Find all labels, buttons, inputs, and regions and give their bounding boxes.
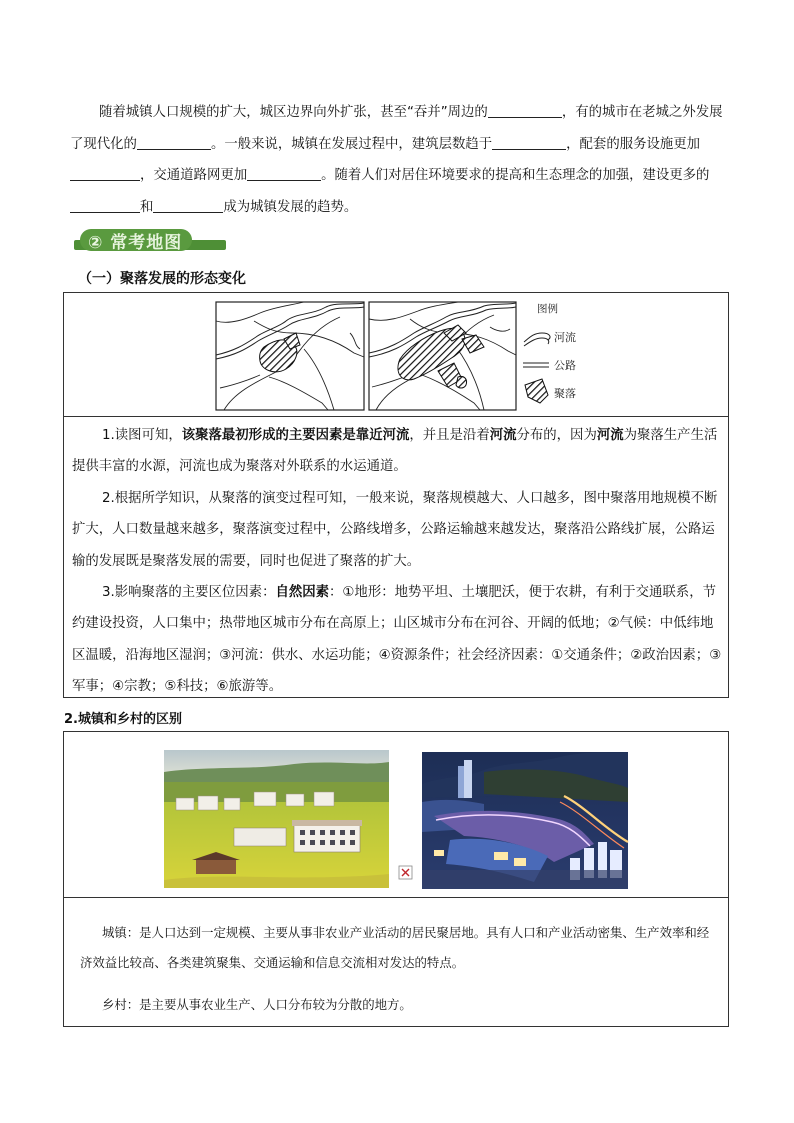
intro-text-4: ，配套的服务设施更加 [566, 136, 701, 152]
banner-title: ② 常考地图 [88, 233, 183, 253]
village-photo [164, 750, 389, 888]
explain-paragraph-1 [72, 420, 722, 483]
explain-p1-e: 分布的，因为 [516, 428, 597, 443]
intro-text-7: 和 [140, 199, 154, 215]
explain-p3-c: ：①地形：地势平坦、土壤肥沃，便于农耕，有利于交通联系，节约建设投资，人口集中；热带地区城市分布在高原上；山区城市分布在河谷、开阔的低地；②气候：中低纬地区温暖，沿海地区湿润；③河流：供水、水运功能；④资源条件；社会经济因素：①交通条件；②政治因素；③军事；④宗教；⑤科技；⑥旅游等。 [72, 585, 722, 695]
section2-title: 2.城镇和乡村的区别 [64, 712, 182, 727]
comparison-photos [64, 732, 730, 897]
map-later [369, 302, 516, 410]
intro-text-8: 成为城镇发展的趋势。 [223, 199, 358, 215]
explain-paragraph-3 [72, 577, 722, 703]
blank-2[interactable] [137, 133, 211, 150]
box2-divider [64, 897, 728, 898]
box1-divider [64, 416, 728, 417]
blank-4[interactable] [70, 164, 140, 181]
town-village-box [63, 731, 729, 1027]
intro-text-2: ，有的城市在老城之外发展了现代化的 [70, 105, 723, 152]
legend-road-label: 公路 [554, 359, 576, 372]
intro-text-3: 。一般来说，城镇在发展过程中，建筑层数趋于 [210, 136, 493, 152]
intro-text-6: 。随着人们对居住环境要求的提高和生态理念的加强，建设更多的 [321, 168, 710, 183]
section-banner [74, 229, 226, 251]
blank-6[interactable] [70, 196, 140, 213]
village-definition: 乡村：是主要从事农业生产、人口分布较为分散的地方。 [102, 997, 412, 1012]
map-early [216, 302, 364, 410]
settlement-evolution-box [63, 292, 729, 698]
blank-5[interactable] [247, 164, 321, 181]
explain-p1-b: 该聚落最初形成的主要因素是靠近河流 [181, 428, 410, 443]
map-legend [523, 302, 576, 403]
explanation-text [72, 420, 722, 703]
explain-paragraph-2: 2.根据所学知识，从聚落的演变过程可知，一般来说，聚落规模越大、人口越多，图中聚落用地规模不断扩大，人口数量越来越多，聚落演变过程中，公路线增多，公路运输越来越发达，聚落沿公路线扩展，公路运输的发展既是聚落发展的需要，同时也促进了聚落的扩大。 [72, 490, 718, 569]
blank-3[interactable] [492, 133, 566, 150]
comparison-text [80, 918, 720, 1020]
explain-p1-c: ，并且是沿着 [409, 428, 490, 443]
broken-image-icon [399, 866, 412, 879]
intro-text-1: 随着城镇人口规模的扩大，城区边界向外扩张，甚至“吞并”周边的 [99, 105, 488, 120]
explain-p1-f: 河流 [596, 428, 624, 443]
blank-1[interactable] [488, 101, 562, 118]
city-photo [422, 752, 628, 889]
explain-p1-a: 1.读图可知， [102, 428, 182, 443]
legend-river-label: 河流 [554, 331, 576, 344]
explain-p3-b: 自然因素 [275, 585, 330, 601]
explain-p1-g: 为聚落生产生活提供丰富的水源，河流也成为聚落对外联系的水运通道。 [72, 428, 718, 475]
blank-7[interactable] [153, 196, 223, 213]
legend-settlement-label: 聚落 [554, 387, 576, 400]
settlement-maps [64, 293, 730, 415]
intro-text-5: ，交通道路网更加 [140, 168, 248, 183]
intro-paragraph [70, 97, 726, 223]
section1-title: （一）聚落发展的形态变化 [78, 271, 246, 287]
explain-p3-a: 3.影响聚落的主要区位因素： [102, 585, 276, 601]
town-definition: 城镇：是人口达到一定规模、主要从事非农业产业活动的居民聚居地。具有人口和产业活动密集、生产效率和经济效益比较高、各类建筑聚集、交通运输和信息交流相对发达的特点。 [80, 925, 710, 970]
legend-title: 图例 [537, 303, 558, 315]
explain-p1-d: 河流 [489, 428, 517, 443]
